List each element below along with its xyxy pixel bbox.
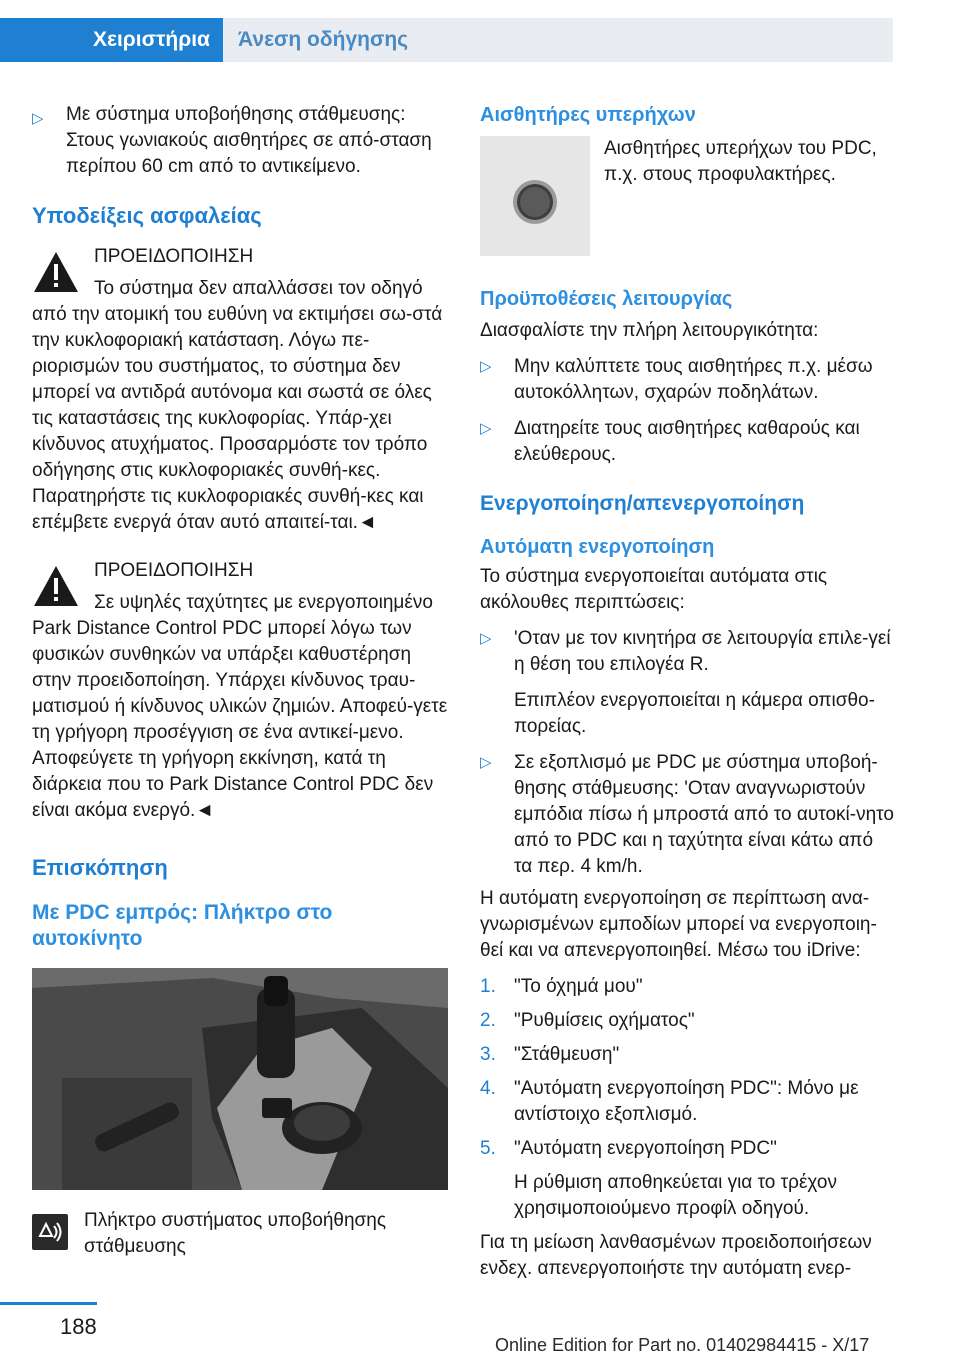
list-item	[480, 1136, 896, 1222]
bullet-extra-text: Επιπλέον ενεργοποιείται η κάμερα οπισθο-πορείας.	[514, 690, 875, 737]
prerequisites-heading: Προϋποθέσεις λειτουργίας	[480, 288, 733, 310]
step-number: 5.	[480, 1138, 496, 1159]
step-number: 2.	[480, 1010, 496, 1031]
safety-heading: Υποδείξεις ασφαλείας	[32, 203, 262, 228]
step-text: "Αυτόματη ενεργοποίηση PDC"	[514, 1138, 777, 1159]
sensors-text: Αισθητήρες υπερήχων του PDC, π.χ. στους προφυλακτήρες.	[604, 138, 877, 185]
step-text: "Το όχημά μου"	[514, 976, 643, 997]
edition-footer: Online Edition for Part no. 01402984415 - X/17	[495, 1335, 870, 1355]
page-number: 188	[60, 1314, 97, 1339]
list-item	[480, 1042, 896, 1068]
sensors-heading: Αισθητήρες υπερήχων	[480, 104, 696, 126]
left-column	[32, 96, 448, 1260]
final-paragraph: Για τη μείωση λανθασμένων προειδοποιήσεων ενδεχ. απενεργοποιήστε την αυτόματη ενερ-	[480, 1232, 872, 1279]
list-item	[480, 1008, 896, 1034]
bullet-text: Σε εξοπλισμό με PDC με σύστημα υποβοή-θησης στάθμευσης: 'Οταν αναγνωριστούν εμπόδια πίσω ή μπροστά από το αυτοκί-νητο από το PDC και η ταχύτητα είναι κάτω από τα περ. 4 km/h.	[514, 752, 894, 877]
bullet-text: Διατηρείτε τους αισθητήρες καθαρούς και ελεύθερους.	[514, 418, 860, 465]
step-number: 3.	[480, 1044, 496, 1065]
center-console-photo	[32, 968, 448, 1190]
list-item	[32, 96, 448, 180]
bullet-triangle-icon: ▷	[480, 420, 492, 437]
step-extra-text: Η ρύθμιση αποθηκεύεται για το τρέχον χρησιμοποιούμενο προφίλ οδηγού.	[514, 1172, 837, 1219]
header-tab-driving-comfort[interactable]: Άνεση οδήγησης	[223, 18, 893, 62]
bullet-triangle-icon: ▷	[480, 358, 492, 375]
auto-activation-paragraph: Η αυτόματη ενεργοποίηση σε περίπτωση ανα-γνωρισμένων εμποδίων μπορεί να ενεργοποιη-θεί και να απενεργοποιηθεί. Μέσω του iDrive:	[480, 888, 877, 961]
auto-activation-heading: Αυτόματη ενεργοποίηση	[480, 536, 715, 558]
step-text: "Ρυθμίσεις οχήματος"	[514, 1010, 695, 1031]
step-number: 1.	[480, 976, 496, 997]
warning-block-2	[32, 558, 448, 824]
warning-title: ΠΡΟΕΙΔΟΠΟΙΗΣΗ	[94, 246, 254, 267]
sensor-illustration	[480, 136, 590, 256]
list-item	[480, 416, 896, 468]
bullet-text: Με σύστημα υποβοήθησης στάθμευσης: Στους γωνιακούς αισθητήρες σε από-σταση περίπου 60 cm από το αντικείμενο.	[66, 104, 432, 177]
step-text: "Στάθμευση"	[514, 1044, 620, 1065]
right-column	[480, 96, 896, 1282]
button-caption: Πλήκτρο συστήματος υποβοήθησης στάθμευσης	[84, 1210, 386, 1257]
button-caption-block	[32, 1208, 448, 1260]
footer-rule	[0, 1302, 97, 1305]
prerequisites-text: Διασφαλίστε την πλήρη λειτουργικότητα:	[480, 320, 819, 341]
parking-assistant-button-icon	[32, 1214, 68, 1250]
sensors-block	[480, 136, 896, 256]
header-tab-controls[interactable]: Χειριστήρια	[0, 18, 223, 62]
warning-body: Σε υψηλές ταχύτητες με ενεργοποιημένο Park Distance Control PDC μπορεί λόγω των φυσικών συνθηκών να υπάρξει καθυστέρηση στην προειδοποίηση. Υπάρχει κίνδυνος τραυ-ματισμού ή κίνδυνος υλικών ζημιών. Αποφεύ-γετε τη γρήγορη προσέγγιση σε ένα αντικεί-μενο. Αποφεύγετε τη γρήγορη εκκίνηση, κατά τη διάρκεια που το Park Distance Control PDC δεν είναι ακόμα ενεργό.◄	[32, 592, 448, 821]
step-text: "Αυτόματη ενεργοποίηση PDC": Μόνο με αντίστοιχο εξοπλισμό.	[514, 1078, 859, 1125]
list-item	[480, 626, 896, 740]
auto-activation-text: Το σύστημα ενεργοποιείται αυτόματα στις ακόλουθες περιπτώσεις:	[480, 566, 828, 613]
bullet-text: 'Οταν με τον κινητήρα σε λειτουργία επιλε-γεί η θέση του επιλογέα R.	[514, 628, 891, 675]
step-number: 4.	[480, 1078, 496, 1099]
bullet-triangle-icon: ▷	[480, 630, 492, 647]
warning-title: ΠΡΟΕΙΔΟΠΟΙΗΣΗ	[94, 560, 254, 581]
warning-block-1	[32, 244, 448, 536]
warning-body: Το σύστημα δεν απαλλάσσει τον οδηγό από την ατομική του ευθύνη να εκτιμήσει σω-στά την κυκλοφοριακή κατάσταση. Λόγω πε-ριορισμών του συστήματος, το σύστημα δεν μπορεί να αντιδρά αυτόνομα και σωστά σε όλες τις καταστάσεις της κυκλοφορίας. Υπάρ-χει κίνδυνος ατυχήματος. Προσαρμόστε τον τρόπο οδήγησης στις κυκλοφοριακές συνθή-κες. Παρατηρήστε τις κυκλοφοριακές συνθή-κες και επέμβετε ενεργά όταν αυτό απαιτεί-ται.◄	[32, 278, 443, 533]
list-item	[480, 750, 896, 880]
warning-icon	[32, 564, 80, 608]
sensor-photo	[480, 136, 590, 256]
center-console-illustration	[32, 968, 448, 1190]
list-item	[480, 354, 896, 406]
bullet-triangle-icon: ▷	[32, 110, 44, 127]
list-item	[480, 1076, 896, 1128]
warning-icon	[32, 250, 80, 294]
on-off-heading: Ενεργοποίηση/απενεργοποίηση	[480, 492, 805, 515]
bullet-text: Μην καλύπτετε τους αισθητήρες π.χ. μέσω αυτοκόλλητων, σχαρών ποδηλάτων.	[514, 356, 873, 403]
bullet-triangle-icon: ▷	[480, 754, 492, 771]
button-heading: Με PDC εμπρός: Πλήκτρο στο αυτοκίνητο	[32, 901, 333, 950]
list-item	[480, 974, 896, 1000]
overview-heading: Επισκόπηση	[32, 855, 168, 880]
idrive-steps-list	[480, 974, 896, 1222]
